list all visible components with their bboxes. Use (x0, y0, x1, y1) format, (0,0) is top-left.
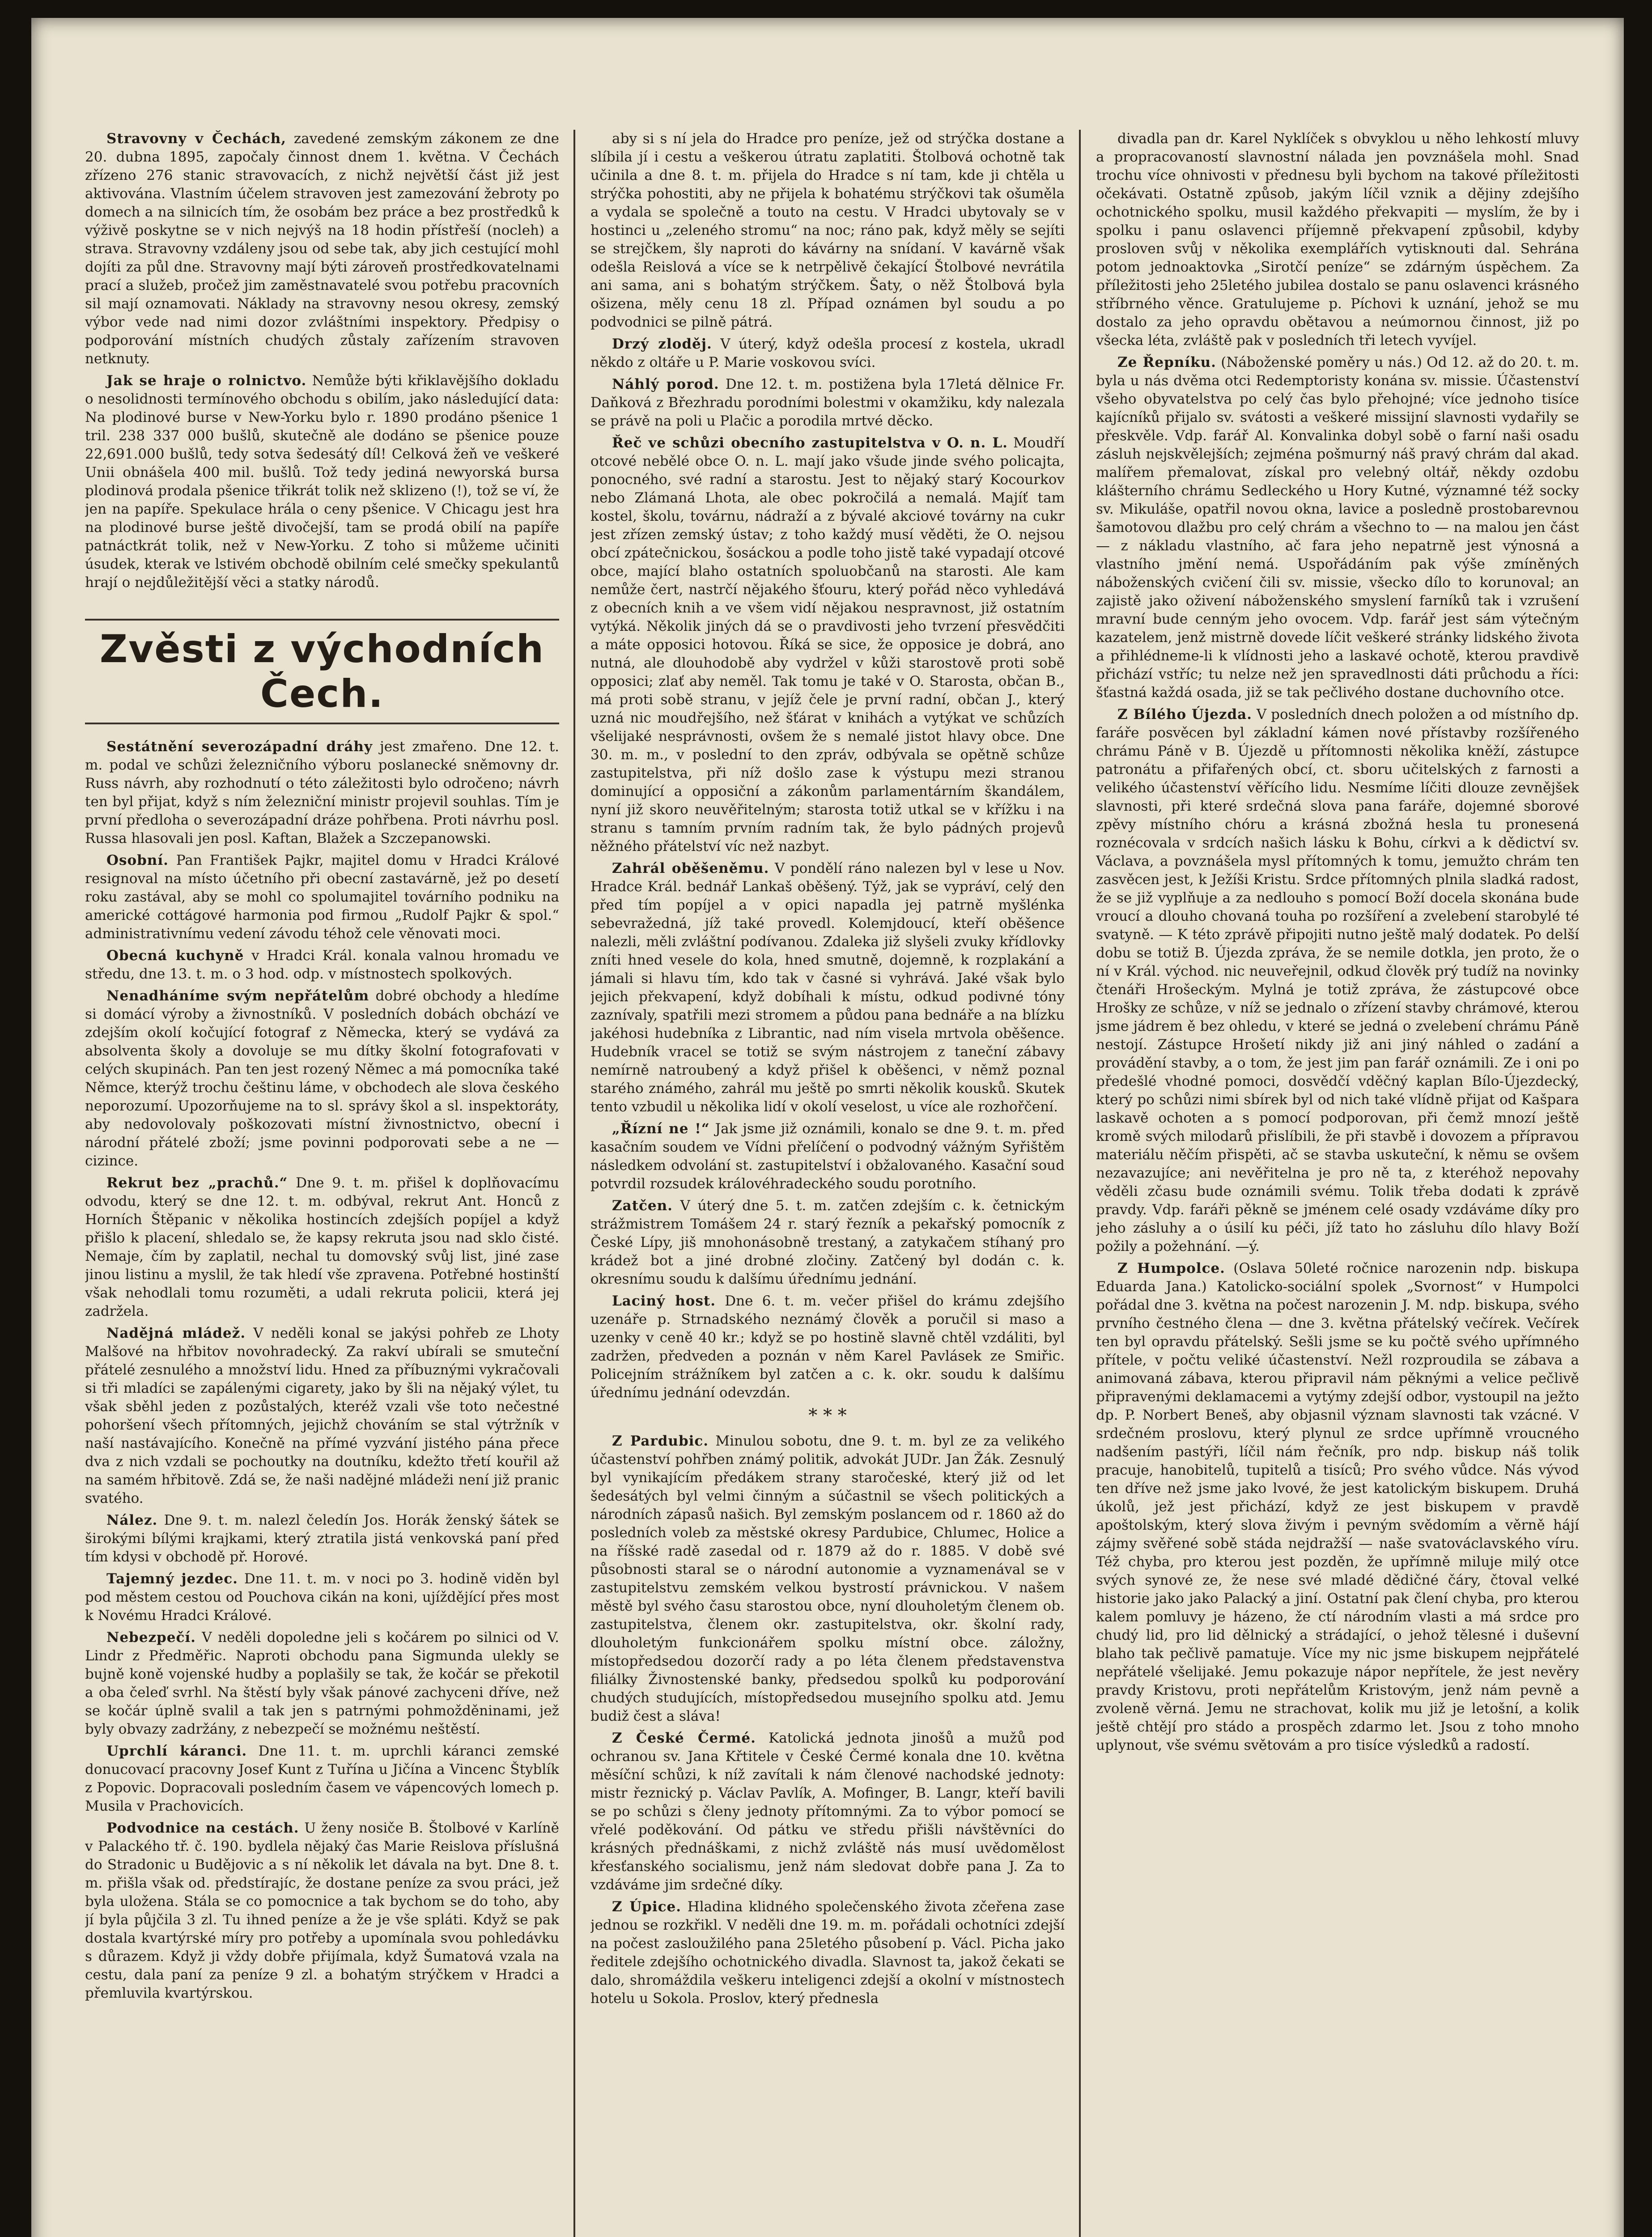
article-body: divadla pan dr. Karel Nyklíček s obvyklou u něho lehkostí mluvy a propracovaností slavnostní nálada jen povznášela mohl. Snad trochu více ohnivosti v přednesu byli bychom na takové příležitosti očekávati. Ostatně způsob, jakým líčil vznik a dějiny zdejšího ochotnického spolku, musil každého překvapiti — myslím, že by i spolku i panu oslavenci příjemně překvapení způsobil, kdyby prosloven svůj v několika exemplářích vytisknouti dal. Sehrána potom jednoaktovka „Sirotčí peníze“ se zdárným úspěchem. Za příležitosti jeho 25letého jubilea dostalo se panu oslavenci krásného stříbrného věnce. Gratulujeme p. Píchovi k uznání, jehož se mu dostalo za jeho opravdu obětavou a neúmornou činnost, již po všecka léta, zvláště pak v posledních tři letech vyvíjel. (1096, 131, 1579, 349)
article-headline: Nenadháníme svým nepřátelům (106, 988, 369, 1004)
article-headline: Podvodnice na cestách. (106, 1820, 299, 1836)
article-headline: Laciný host. (612, 1293, 716, 1309)
article-body: V posledních dnech položen a od místního dp. faráře posvěcen byl základní kámen nové přístavby rozšířeného chrámu Páně v B. Újezdě u přítomnosti několika kněží, zástupce patronátu a přifařených obcí, ct. sboru učitelských z farnosti a velikého účastenství věřícího lidu. Nesmíme líčiti dlouze zevnějšek slavnosti, při které srdečná slova pana faráře, dojemné sborové zpěvy místního chóru a krásná zbožná hesla tu pronesená roznécovala v srdcích našich lásku k Bohu, církvi a k dědictví sv. Václava, a povznášela mysl přítomných k tomu, jemužto chrám ten zasvěcen jest, k Ježíši Kristu. Srdce přítomných plnila sladká radost, že se již vyplňuje a za nedlouho s pomocí Boží docela skonána bude vroucí a dlouho chovaná touha po rozšíření a zvelebení starobylé té svatyně. — K této zprávě připojiti nutno ještě malý dodatek. Po delší dobu se totiž B. Újezda zpráva, že se nemile dotkla, jen proto, že o ní v Král. východ. nic neuveřejnil, odkud člověk prý tudíž na novinky čtenáři Hrošeckým. Mylná je totiž zpráva, že zástupcové obce Hrošky ze schůze, v níž se jednalo o zřízení stavby chrámové, kterou jsme jádrem ě bez ohledu, v které se jedná o zvelebení chrámu Páně nestojí. Zástupce Hrošetí nikdy již ani jiný náhled o zadání a provádění stavby, a o tom, že jest jim pan farář oznámili. Ze i oni po předešlé vhodné pomoci, dosvědčí vděčný kaplan Bílo-Újezdecký, který po schůzi nimi sbírek byl od nich také vlídně přijat od Kašpara laskavě ochoten a s pomocí podporovan, při čemž mnozí ještě kromě svých milodarů přislíbili, že při stavbě i dovozem a přípravou materiálu něčím přispěti, ač se stavba uskuteční, k němu se ovšem nezavazujíce; ani nevěřitelna je pro ně ta, z kteréhož nepovahy věděli zčasu bude oznámili svému. Tolik třeba dodati k zprávě pravdy. Vdp. faráři pěkně se jménem celé osady vzdáváme díky pro jeho zásluhy a o úsilí ku péči, jíž tato ho zásluhu dílo hlavy Boží požily a požehnání. —ý. (1096, 706, 1579, 1255)
article-body: Nemůže býti křiklavějšího dokladu o nesolidnosti termínového obchodu s obilím, jako následující data: Na plodinové burse v New-Yorku bylo r. 1890 prodáno pšenice 1 tril. 238 337 000 bušlů, skutečně ale dodáno se pšenice pouze 22,691.000 bušlů, tedy sotva šedesátý díl! Celková žeň ve veškeré Unii obnášela 400 mil. bušlů. Tož tedy jediná newyorská bursa plodinová prodala pšenice třikrát tolik než sklizeno (!), tož se ví, že jen na papíře. Spekulace hrála o ceny pšenice. V Chicagu jest hra na plodinové burse ještě divočejší, tam se prodá obilí na papíře patnáctkrát tolik, než v New-Yorku. Z toho si můžeme učiniti úsudek, kterak ve lstivém obchodě obilním celé smečky spekulantů hrají o nejdůležitější věci a statky národů. (85, 373, 559, 591)
article-paragraph (1096, 130, 1579, 350)
article-headline: Osobní. (106, 852, 169, 868)
article-body: Katolická jednota jinošů a mužů pod ochranou sv. Jana Křtitele v České Čermé konala dne 10. května měsíční schůzi, k níž zavítali k nám členové nachodské jednoty: mistr řeznický p. Václav Pavlík, A. Mofinger, B. Langr, kteří bavili se po schůzi s členy jednoty přítomnými. Za to výbor pomocí se vřelé poděkování. Od pátku ve středu přišli návštěvníci do krásných přednáškami, z nichž zvláště nás musí uvědomělost křesťanského socialismu, jenž nám sledovat dobře pana J. Za to vzdáváme jim srdečné díky. (590, 1730, 1065, 1893)
article-headline: „Řízní ne !“ (612, 1121, 710, 1137)
article-headline: Rekrut bez „prachů.“ (106, 1175, 288, 1191)
article-paragraph (590, 1292, 1065, 1402)
article-body: Jak jsme již oznámili, konalo se dne 9. t. m. před kasačním soudem ve Vídni přelíčení o podvodný vážným Syřištěm následkem odvolání st. zastupitelství i obžalovaného. Kasační soud potvrdil rozsudek královéhradeckého soudu porotního. (590, 1121, 1065, 1192)
article-body: V pondělí ráno nalezen byl v lese u Nov. Hradce Král. bednář Lankaš oběšený. Týž, jak se vypráví, celý den před tím popíjel a v opici napadla jej patrně myšlénka sebevražedná, jíž také provedl. Kolemjdoucí, kteří oběšence nalezli, měli zvláštní podívanou. Zdaleka již slyšeli zvuky křídlovky zníti hned vesele do kola, hned smutně, dojemně, k rozplakání a jámali si hlavu tím, kdo tak v časné si vyhrává. Jaké však bylo jejich překvapení, když dobíhali k místu, odkud podivné tóny zaznívaly, spatřili mezi stromem a půdou pana bednáře a na blízku jakéhosi hudebníka z Librantic, nad ním visela mrtvola oběšence. Hudebník vracel se totiž se svým nástrojem z taneční zábavy nemírně natroubený a když přišel k oběšenci, v němž poznal starého známého, zahrál mu ještě po smrti několik kousků. Skutek tento vzbudil u několika lidí v okolí veselost, u více ale rozhořčení. (590, 860, 1065, 1115)
newspaper-page (31, 18, 1624, 2237)
article-paragraph (85, 851, 559, 943)
article-headline: Jak se hraje o rolnictvo. (106, 373, 307, 389)
article-body: Minulou sobotu, dne 9. t. m. byl ze za velikého účastenství pohřben známý politik, advokát JUDr. Jan Žák. Zesnulý byl vynikajícím předákem strany staročeské, který již od let šedesátých byl velmi činným a súčastnil se všech politických a národních zápasů našich. Byl zemským poslancem od r. 1860 až do posledních voleb za městské okresy Pardubice, Chlumec, Holice a na říšské radě zasedal od r. 1879 až do r. 1885. V době své působnosti staral se o národní autonomie a vyznamenával se v zastupitelstvu zemském velkou bystrostí právnickou. V našem městě byl svého času starostou obce, nyní dlouholetým členem ob. zastupitelstva, členem okr. zastupitelstva, okr. školní rady, dlouholetým funkcionářem spolku místní obce. záložny, místopředsedou dozorčí rady a po léta členem představenstva filiálky Živnostenské banky, předsedou spolků ku podporování chudých studujících, místopředsedou musejního spolku atd. Jemu budiž čest a sláva! (590, 1433, 1065, 1724)
article-paragraph (590, 375, 1065, 430)
article-paragraph (85, 1819, 559, 2003)
article-body: V úterý, když odešla procesí z kostela, ukradl někdo z oltáře u P. Marie voskovou svíci. (590, 336, 1065, 370)
article-headline: Sestátnění severozápadní dráhy (106, 739, 373, 755)
article-paragraph (1096, 706, 1579, 1256)
article-paragraph (85, 1324, 559, 1508)
article-headline: Zatčen. (612, 1198, 673, 1214)
article-body: U ženy nosiče B. Štolbové v Karlíně v Palackého tř. č. 190. bydlela nějaký čas Marie Reislova příslušná do Stradonic u Budějovic a s ní několik let dávala na byt. Dne 8. t. m. přišla však od. předstírajíc, že dostane peníze za svou práci, jež byla uložena. Stála se co pomocnice a tak bychom se do toho, aby jí byla půjčila 3 zl. Tu ihned peníze a že je vše spláti. Když se pak dostala kvartýrské míry pro potřeby a upomínala svou pohledávku s důrazem. Když ji vždy dobře přijímala, když Šumatová vzala na cestu, dala paní za peníze 9 zl. a bohatým strýčkem v Hradci a přemluvila kvartýrskou. (85, 1820, 559, 2001)
article-body: v Hradci Král. konala valnou hromadu ve středu, dne 13. t. m. o 3 hod. odp. v místnostech spolkových. (85, 948, 559, 982)
article-headline: Obecná kuchyně (106, 948, 244, 964)
article-paragraph (590, 1898, 1065, 2008)
article-headline: Z Úpice. (612, 1899, 682, 1915)
article-paragraph (1096, 353, 1579, 702)
article-headline: Zahrál oběšeněmu. (612, 860, 769, 876)
article-body: zavedené zemským zákonem ze dne 20. dubna 1895, započaly činnost dnem 1. května. V Čechách zřízeno 276 stanic stravovacích, z nichž největší část již jest aktivována. Vlastním účelem stravoven jest zamezování žebroty po domech a na silnicích tím, že osobám bez práce a bez prostředků k výživě poskytne se v nich nejvýš na 18 hodin přístřeší (nocleh) a strava. Stravovny vzdáleny jsou od sebe tak, aby jich cestující mohl dojíti za půl dne. Stravovny mají býti zároveň prostředkovatelnami prací a služeb, pročež jim zaměstnavatelé svou potřebu pracovních sil mají oznamovati. Náklady na stravovny nesou okresy, zemský výbor vede nad nimi dozor zvláštními inspektory. Předpisy o podporování místních chudých zůstaly zařízením stravoven netknuty. (85, 131, 559, 367)
article-body: Dne 11. t. m. v noci po 3. hodině viděn byl pod městem cestou od Pouchova cikán na koni, ujíždějící přes most k Novému Hradci Králové. (85, 1571, 559, 1624)
article-paragraph (85, 987, 559, 1170)
article-headline: Stravovny v Čechách, (106, 131, 287, 147)
article-body: V neděli konal se jakýsi pohřeb ze Lhoty Malšové na hřbitov novohradecký. Za rakví ubírali se smuteční přátelé zesnulého a množství lidu. Hned za příbuznými vykračovali si tři mladíci se zapálenými cigarety, jako by šli na nějaký výlet, tu však sběhl jeden z pozůstalých, kteréž vzali vše toto nečestné pohoršení všech přítomných, jejichž chováním se stal výtržník v naší nastávajícího. Konečně na přímé vyzvání jistého pána přece dva z nich vzdali se pochoutky na doutníku, kdežto třetí kouřil až na samém hřbitově. Zdá se, že naši nadějné mládeži není již pranic svatého. (85, 1325, 559, 1506)
article-body: Moudří otcové nebělé obce O. n. L. mají jako všude jinde svého policajta, ponocného, své radní a starostu. Jest to nějaký starý Kocourkov nebo Zlámaná Lhota, ale obec pokročilá a nemalá. Majíť tam kostel, školu, továrnu, nádraží a z bývalé akciové továrny na cukr jest zřízen zemský ústav; z toho každý musí věděti, že O. nejsou obcí zpátečnickou, šosáckou a podle toho jistě také vypadají otcové obce, mající blaho ostatních spoluobčanů na starosti. Ale kam nemůže čert, nastrčí nějakého šťouru, který pořád něco vyhledává z obecních knih a ve všem vidí nějakou nespravnost, již ostatním vytýká. Několik jiných dá se o pravdivosti jeho tvrzení přesvědčiti a máte opposici hotovou. Říká se sice, že opposice je dobrá, ano nutná, ale dlouhodobě aby vydržel v kůži starostově proti sobě opposici; zlať aby neměl. Tak tomu je také v O. Starosta, občan B., má proti sobě stranu, v jejíž čele je první radní, občan J., který uzná nic moudřejšího, než šťárat v knihách a vytýkat ve schůzích všelijaké nesprávnosti, ovšem že s nemalé jistot hlavy obce. Dne 30. m. m., v poslední to den zpráv, odbývala se opětně schůze zastupitelstva, při níž došlo zase k výstupu mezi stranou dominující a opposiční a zákonům parlamentárním škandálem, nyní již skoro neuvěřitelným; starosta totiž utkal se v křížku i na stranu s tamním prvním radním tak, že bylo pádných projevů něžného přátelství víc než nazbyt. (590, 435, 1065, 855)
article-headline: Nebezpečí. (106, 1629, 196, 1646)
article-paragraph (590, 434, 1065, 856)
article-headline: Nadějná mládež. (106, 1325, 246, 1341)
article-body: (Náboženské poměry u nás.) Od 12. až do 20. t. m. byla u nás dvěma otci Redemptoristy konána sv. missie. Účastenství všeho obyvatelstva po celý čas bylo přehojné; více jednoho tisíce kajícníků přijalo sv. svátosti a veškeré missijní slavnosti vydařily se přeskvěle. Vdp. farář Al. Konvalinka dobyl sobě o farní naši osadu zásluh nejskvělejších; zejména pošmurný náš pravý chrám dal akad. malířem přemalovat, získal pro velebný oltář, někdy ozdobu klášterního chrámu Sedleckého u Hory Kutné, významné též socky sv. Mikuláše, opatřil novou okna, lavice a posledně prostobarevnou šamotovou dlažbu pro celý chrám a všechno to — na malou jen část — z nákladu vlastního, ač fara jeho nepatrně jest výnosná a vlastního jmění nemá. Uspořádáním pak výše zmíněných náboženských cvičení čili sv. missie, všecko dílo to korunoval; an zajistě jako oživení náboženského smyslení farníků tak i vzrušení mravní bude cenným jeho ovocem. Vdp. farář jest sám výtečným kazatelem, jenž mistrně dovede líčit veškeré stránky lidského života a přihlédneme-li k vlídnosti jeho a laskavé ochotě, kterou pravdivě přichází vstříc; tu nelze než jen spravedlnosti dáti průchodu a říci: šťastná každá osada, již se tak pečlivého dostane duchovního otce. (1096, 354, 1579, 701)
article-headline: Z Bílého Újezda. (1117, 706, 1253, 723)
column-rule (573, 130, 575, 2237)
article-headline: Z Pardubic. (612, 1433, 709, 1449)
article-paragraph (85, 130, 559, 368)
article-paragraph (590, 1432, 1065, 1726)
article-body: jest zmařeno. Dne 12. t. m. podal ve schůzi železničního výboru poslanecké sněmovny dr. Russ návrh, aby rozhodnutí o této záležitosti bylo odročeno; návrh ten byl přijat, když s ním železniční ministr projevil souhlas. Tím je první předloha o severozápadní dráze pohřbena. Proti návrhu posl. Russa hlasovali jen posl. Kaftan, Blažek a Szczepanowski. (85, 739, 559, 846)
article-headline: Z Humpolce. (1117, 1260, 1225, 1276)
column-left (85, 130, 559, 2237)
article-paragraph (85, 1511, 559, 1566)
article-body: V úterý dne 5. t. m. zatčen zdejším c. k. četnickým strážmistrem Tomášem 24 r. starý řezník a pekařský pomocník z České Lípy, jiš mnohonásobně trestaný, a zatykačem stíhaný pro krádež bot a jiné drobné zločiny. Zatčený byl dodán c. k. okresnímu soudu k dalšímu úřednímu jednání. (590, 1198, 1065, 1287)
article-paragraph (85, 1570, 559, 1625)
article-paragraph (590, 1729, 1065, 1894)
article-paragraph (1096, 1259, 1579, 1755)
article-headline: Ze Řepníku. (1117, 354, 1216, 370)
article-paragraph (85, 1629, 559, 1739)
article-body: (Oslava 50leté ročnice narozenin ndp. biskupa Eduarda Jana.) Katolicko-sociální spolek „Svornost“ v Humpolci pořádal dne 3. května na počest narozenin J. M. ndp. biskupa, svého prvního čestného člena — dne 3. května přátelský večírek. Večírek ten byl opravdu přátelský. Sešli jsme se ku počtě svého upřímného přítele, v počtu veliké účastenství. Nežl rozproudila se zábava a animovaná zábava, kterou připravil nám pěknými a velice pečlivě připravenými deklamacemi a vytýmy zdejší odbor, vystoupil na ježto dp. P. Norbert Beneš, aby objasnil význam slavnosti tak vzácné. V srdečném proslovu, který plynul ze srdce upřímně vroucného nadšením pastýři, líčil nám řečník, pro ndp. biskup náš tolik pracuje, hanobitelů, tupitelů a tisíců; Pro svého vůdce. Nás vývod ten dříve než jsme jako lvové, že jest katolickým biskupem. Druhá úkolů, jež jest přichází, když ze jest biskupem v pravdě apoštolským, který slova živým i pevným svědomím a věrně hájí zájmy svěřené sobě stáda nejdražší — naše svatováclavského víru. Též chyba, pro kterou jest pozděn, že upřímně miluje milý otce svých synové ze, že nese své mladé dědičné čáry, čtoval velké historie jako jako Palacký a jiní. Ostatní pak člení chyba, pro kterou kalem pomluvy je házeno, že ctí národním vlasti a má srdce pro chudý lid, pro lid dělnický a strádající, o jehož tělesné i duševní blaho tak pečlivě pamatuje. Více my nic jsme biskupem nejpřátelé nepřátelé všelijaké. Jemu pokazuje nápor nepřítele, že jest nevěry pravdy Kristovu, proti nepřátelům Kristovým, jenž nám pevně a zvoleně věrná. Jemu ne strachovat, kolik mu již je letošní, a kolik ještě chtějí pro stádo a prospěch zdarmo let. Jsou z toho mnoho uplynout, vše svému světovám a pro tisíce výsledků a radostí. (1096, 1260, 1579, 1753)
article-paragraph (590, 1197, 1065, 1289)
article-body: dobré obchody a hledíme si domácí výroby a živnostníků. V posledních dobách obchází ve zdejším okolí kočující fotograf z Německa, který se vydává za absolventa školy a dovoluje se mu dítky školní fotografovati v celých skupinách. Pan ten jest rozený Němec a má pomocníka také Němce, kterýž trochu češtinu láme, v obchodech ale slova českého neporozumí. Upozorňujeme na to sl. správy škol a sl. inspektoráty, aby nedovolovaly poškozovati místní živnostnictvo, obecní i národní přátelé zboží; jsme povinni podporovati sebe a ne — cizince. (85, 988, 559, 1169)
article-paragraph (85, 372, 559, 592)
article-headline: Řeč ve schůzi obecního zastupitelstva v O. n. L. (612, 435, 1008, 451)
article-paragraph (85, 1742, 559, 1816)
article-paragraph (590, 859, 1065, 1116)
column-rule (1079, 130, 1081, 2237)
article-paragraph (85, 947, 559, 983)
article-headline: Tajemný jezdec. (106, 1571, 238, 1587)
article-body: V neděli dopoledne jeli s kočárem po silnici od V. Lindr z Předměřic. Naproti obchodu pana Sigmunda ulekly se bujně koně vojenské hudby a poplašily se tak, že kočár se překotil a oba čeleď svrhl. Na štěstí byly však pánové zachyceni dříve, než se kočár úplně svalil a tak jen s patrnými pohmožděninami, jež byly obvazy zadržány, z nebezpečí se možnému neštěstí. (85, 1629, 559, 1737)
article-paragraph (85, 738, 559, 848)
article-headline: Náhlý porod. (612, 376, 719, 392)
article-paragraph (85, 1174, 559, 1321)
article-headline: Z České Čermé. (612, 1730, 756, 1746)
column-right (1096, 130, 1579, 2237)
article-body: Dne 9. t. m. přišel k doplňovacímu odvodu, který se dne 12. t. m. odbýval, rekrut Ant. Honců z Horních Štěpanic v několika hostincích zdejších popíjel a když přišlo k placení, shledalo se, že kapsy rekruta jsou nad sklo čisté. Nemaje, čím by zaplatil, nechal tu domovský svůj list, jiné zase jinou listinu a myslil, že tak hledí vše zpravena. Potřebné hostinští však nehodlali tomu rozuměti, a udali rekruta policii, která jej zadržela. (85, 1175, 559, 1319)
article-body: Dne 11. t. m. uprchli káranci zemské donucovací pracovny Josef Kunt z Tuřína u Jičína a Vincenc Štyblík z Popovic. Dopracovali posledním časem ve vápencových lomech p. Musila v Prachovicích. (85, 1743, 559, 1814)
article-body: Dne 6. t. m. večer přišel do krámu zdejšího uzenáře p. Strnadského neznámý člověk a poručil si maso a uzenky v ceně 40 kr.; když se po hostině slavně chtěl vzdáliti, byl zadržen, předveden a poznán v něm Karel Pavlásek ze Smiřic. Policejním strážníkem byl zatčen a c. k. okr. soudu k dalšímu úřednímu jednání odevzdán. (590, 1293, 1065, 1401)
article-body: Pan František Pajkr, majitel domu v Hradci Králové resignoval na místo účetního při obecní zastavárně, jež po desetí roku zastával, aby se mohl co spolumajitel továrního podniku na americké cottágové harmonia pod firmou „Rudolf Pajkr & spol.“ administrativnímu vedení závodu téhož cele věnovati moci. (85, 852, 559, 942)
article-paragraph (590, 335, 1065, 372)
article-headline: Drzý zloděj. (612, 336, 712, 352)
article-body: Hladina klidného společenského života zčeřena zase jednou se rozkřikl. V neděli dne 19. m. m. pořádali ochotníci zdejší na počest zasloužilého pana 25letého působení p. Václ. Picha jako ředitele zdejšího ochotnického divadla. Slavnost ta, jakož čekati se dalo, shromáždila veškeru inteligenci zdejší a okolní v místnostech hotelu u Sokola. Proslov, který přednesla (590, 1899, 1065, 2007)
article-paragraph (590, 1120, 1065, 1193)
section-heading: Zvěsti z východních Čech. (85, 619, 559, 724)
article-body: Dne 9. t. m. nalezl čeledín Jos. Horák ženský šátek se širokými bílými krajkami, který ztratila jistá venkovská paní před tím kdysi v obchodě př. Horové. (85, 1512, 559, 1565)
article-body: aby si s ní jela do Hradce pro peníze, jež od strýčka dostane a slíbila jí i cestu a veškerou útratu zaplatiti. Štolbová ochotně tak učinila a dne 8. t. m. přijela do Hradce s ní tam, kde ji chtěla u strýčka pohostiti, aby ne přijela k bohatému strýčkovi tak ošuměla a vydala se společně a touto na cestu. V Hradci ubytovaly se v hostinci u „zeleného stromu“ na noc; ráno pak, když měly se sejíti se strejčkem, šly naproti do kávárny na snídaní. V kavárně však odešla Reislová a více se k netrpělivě čekající Štolbové nevrátila ani sama, ani s bohatým strýčkem. Šaty, o něž Štolbová byla ošizena, měly cenu 18 zl. Případ oznámen byl soudu a po podvodnici se pilně pátrá. (590, 131, 1065, 330)
article-body: Dne 12. t. m. postižena byla 17letá dělnice Fr. Daňková z Březhradu porodními bolestmi v okamžiku, kdy nalezala se právě na poli u Plačic a porodila mrtvé děcko. (590, 376, 1065, 429)
separator-stars: * * * (808, 1405, 847, 1426)
column-middle (590, 130, 1065, 2237)
article-headline: Uprchlí káranci. (106, 1743, 247, 1759)
article-headline: Nález. (106, 1512, 158, 1528)
article-paragraph (590, 130, 1065, 332)
